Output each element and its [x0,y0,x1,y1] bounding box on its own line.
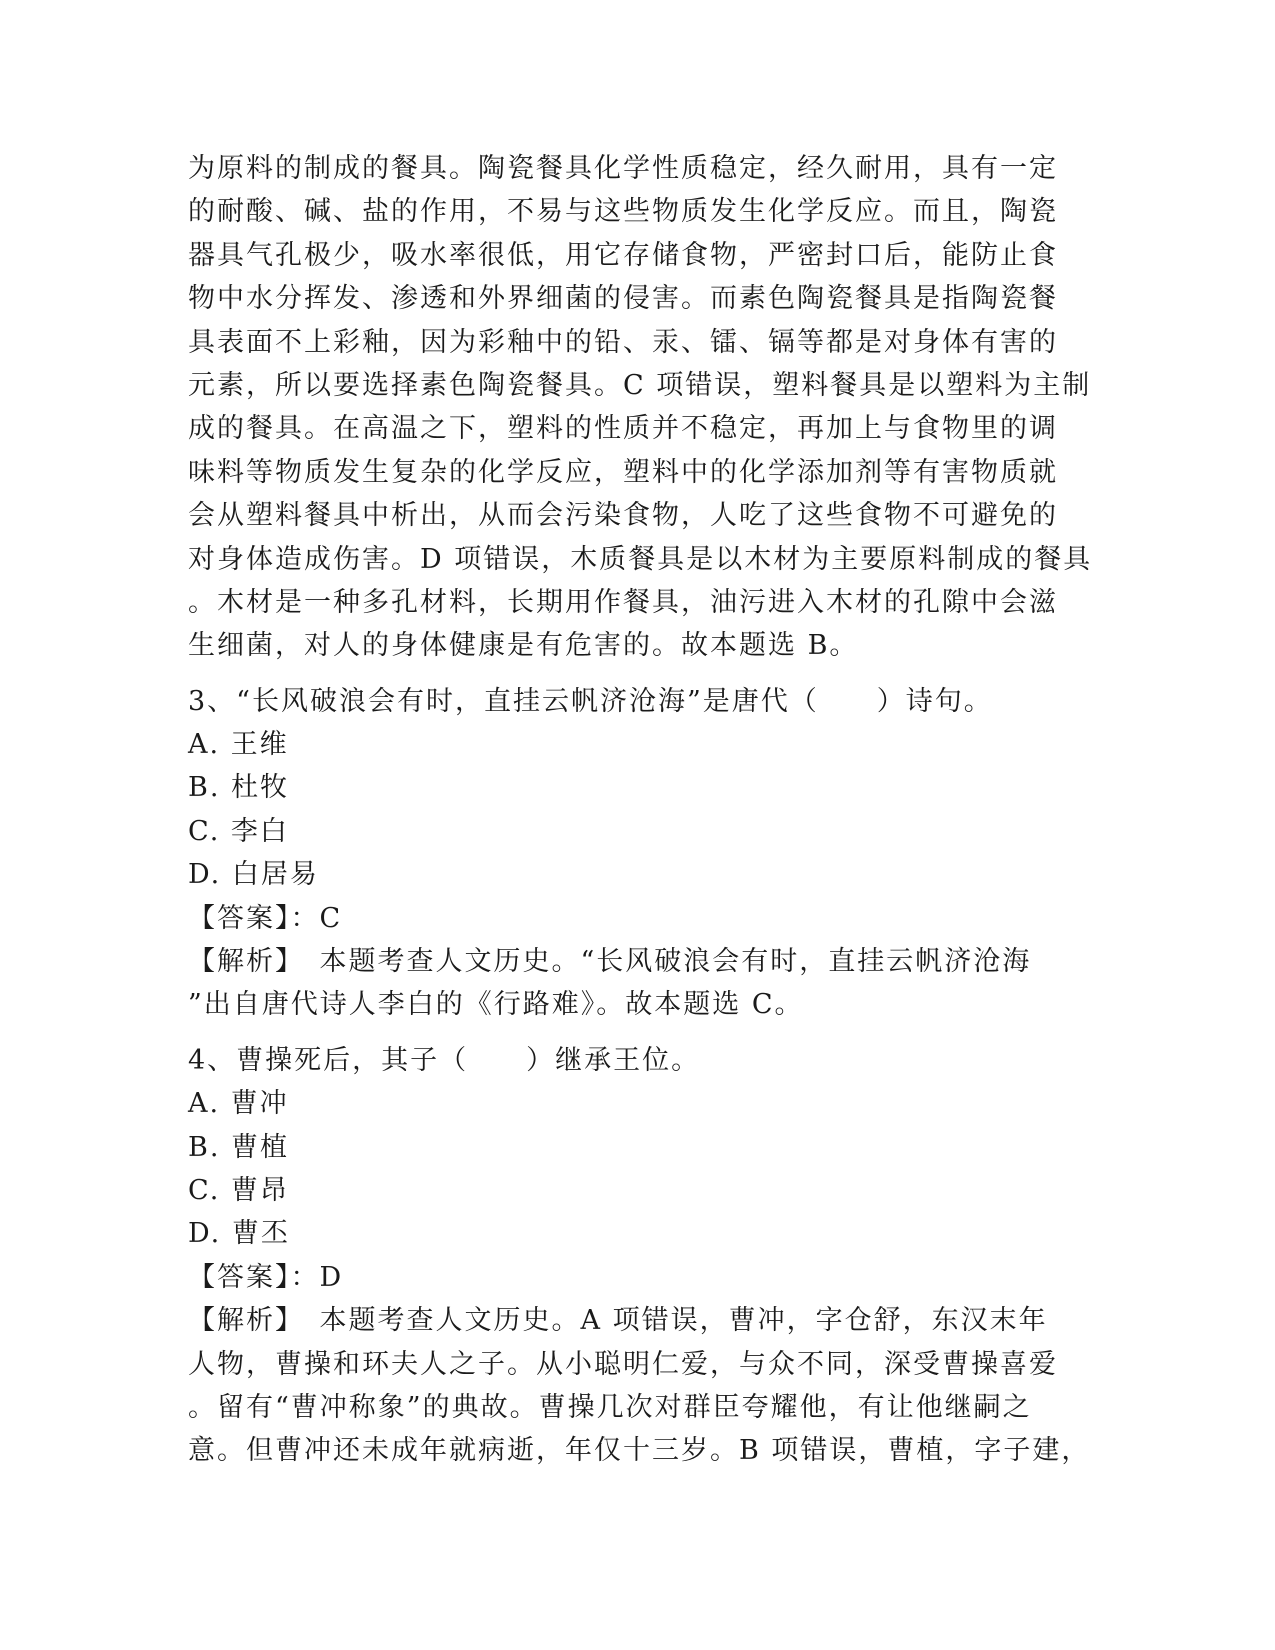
option-a: A. 曹冲 [188,1088,289,1120]
explanation-line: 。木材是一种多孔材料，长期用作餐具，油污进入木材的孔隙中会滋 [188,586,1058,618]
option-c: C. 李白 [188,815,289,847]
section-gap [188,1027,1088,1039]
question-3 [188,680,1088,1027]
explanation-line: 具表面不上彩釉，因为彩釉中的铅、汞、镭、镉等都是对身体有害的 [188,326,1058,358]
explanation-line: 对身体造成伤害。D 项错误，木质餐具是以木材为主要原料制成的餐具 [188,543,1093,575]
explanation-line: 的耐酸、碱、盐的作用，不易与这些物质发生化学反应。而且，陶瓷 [188,196,1058,228]
question-stem: 4、曹操死后，其子（ ）继承王位。 [188,1044,701,1076]
analysis-line: 意。但曹冲还未成年就病逝，年仅十三岁。B 项错误，曹植，字子建， [188,1435,1091,1467]
answer-line: 【答案】：C [188,902,343,934]
explanation-line: 为原料的制成的餐具。陶瓷餐具化学性质稳定，经久耐用，具有一定 [188,153,1058,184]
option-b: B. 曹植 [188,1131,290,1163]
explanation-line: 器具气孔极少，吸水率很低，用它存储食物，严密封口后，能防止食 [188,239,1058,271]
option-d: D. 白居易 [188,859,319,891]
option-d: D. 曹丕 [188,1218,290,1250]
page-content [188,147,1093,1473]
option-c: C. 曹昂 [188,1174,289,1206]
explanation-line: 成的餐具。在高温之下，塑料的性质并不稳定，再加上与食物里的调 [188,413,1058,445]
analysis-line: 【解析】 本题考查人文历史。“长风破浪会有时，直挂云帆济沧海 [188,946,1032,978]
explanation-line: 味料等物质发生复杂的化学反应，塑料中的化学添加剂等有害物质就 [188,456,1058,488]
explanation-line: 生细菌，对人的身体健康是有危害的。故本题选 B。 [188,630,859,662]
question-stem: 3、“长风破浪会有时，直挂云帆济沧海”是唐代（ ）诗句。 [188,685,993,717]
analysis-line: 人物，曹操和环夫人之子。从小聪明仁爱，与众不同，深受曹操喜爱 [188,1348,1058,1380]
q2-explanation-continued [188,147,1093,668]
section-gap [188,668,1088,680]
explanation-line: 会从塑料餐具中析出，从而会污染食物，人吃了这些食物不可避免的 [188,500,1058,532]
analysis-line: ”出自唐代诗人李白的《行路难》。故本题选 C。 [188,989,804,1021]
analysis-line: 【解析】 本题考查人文历史。A 项错误，曹冲，字仓舒，东汉末年 [188,1305,1048,1337]
option-b: B. 杜牧 [188,772,290,804]
answer-line: 【答案】：D [188,1261,344,1293]
analysis-line: 。留有“曹冲称象”的典故。曹操几次对群臣夸耀他，有让他继嗣之 [188,1391,1032,1423]
option-a: A. 王维 [188,729,289,761]
explanation-line: 元素，所以要选择素色陶瓷餐具。C 项错误，塑料餐具是以塑料为主制 [188,369,1092,401]
explanation-line: 物中水分挥发、渗透和外界细菌的侵害。而素色陶瓷餐具是指陶瓷餐 [188,283,1058,315]
question-4 [188,1039,1091,1473]
